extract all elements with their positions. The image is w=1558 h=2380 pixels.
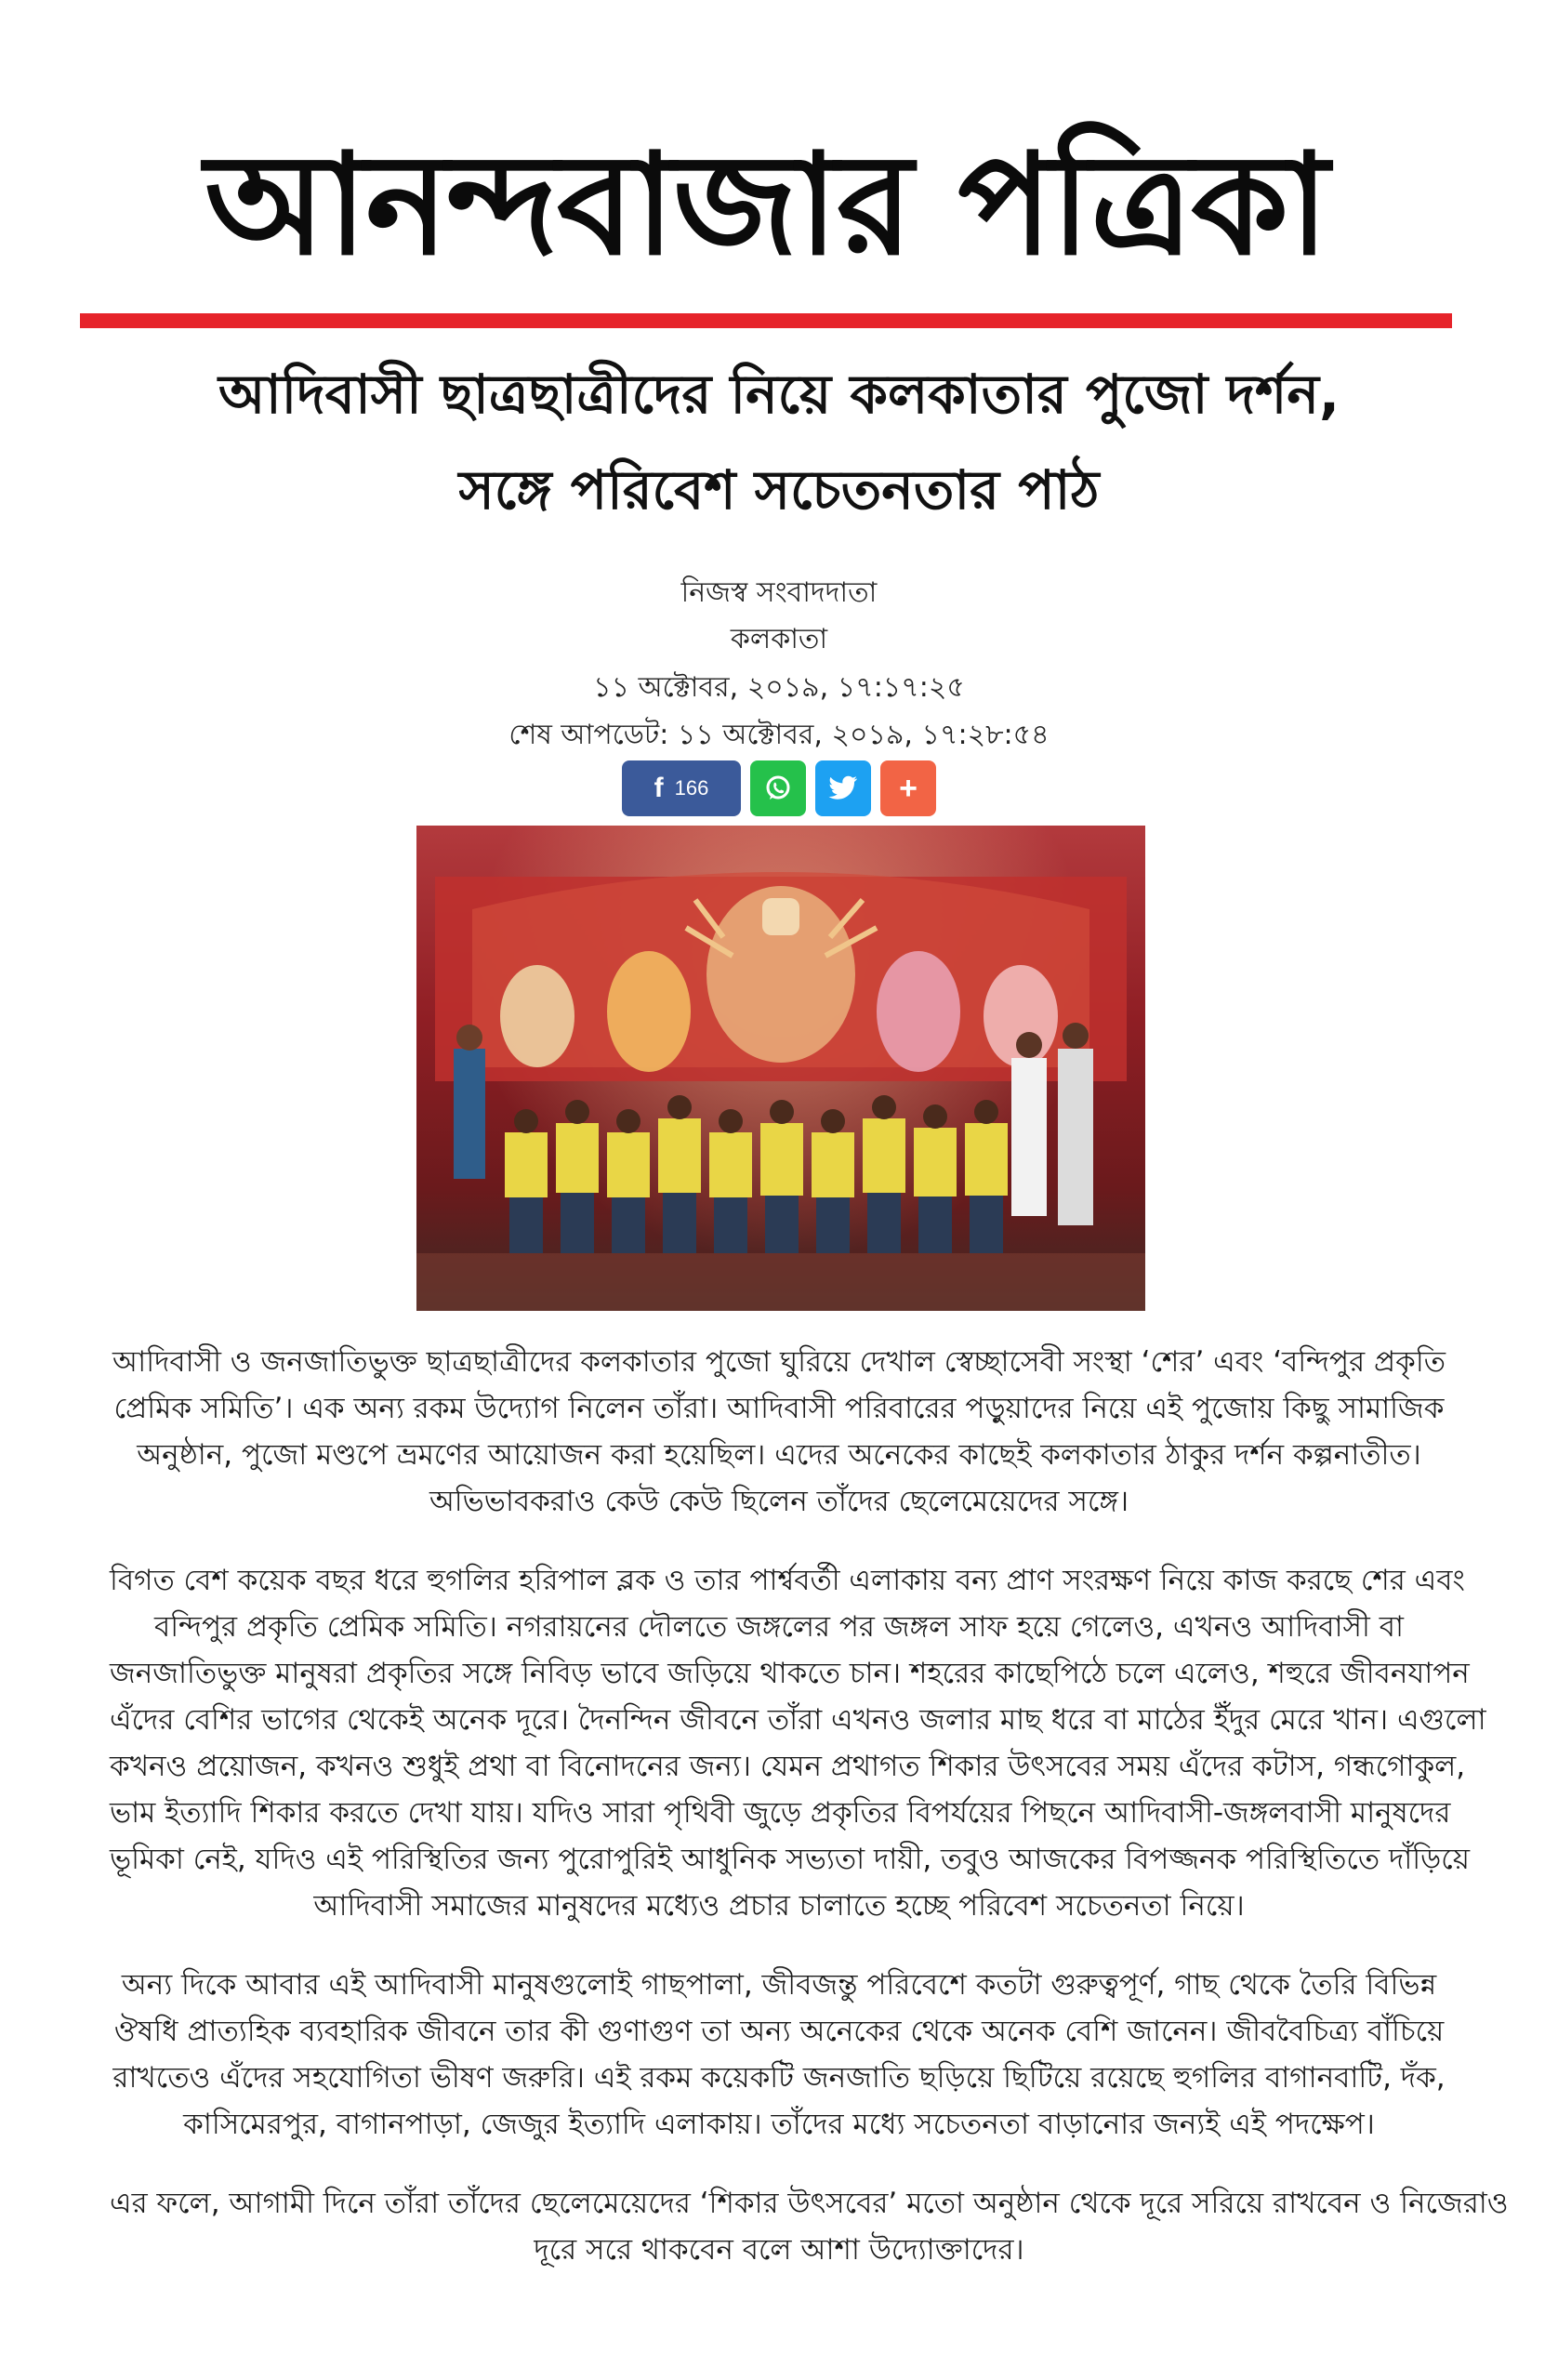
article-paragraph: আদিবাসী ও জনজাতিভুক্ত ছাত্রছাত্রীদের কলকাতার পুজো ঘুরিয়ে দেখাল স্বেচ্ছাসেবী সংস্থা ‘শের’ এবং ‘বন্দিপুর প্রকৃতি প্রেমিক সমিতি’। এক অন্য রকম উদ্যোগ নিলেন তাঁরা। আদিবাসী পরিবারের পড়ুয়াদের নিয়ে এই পুজোয় কিছু সামাজিক অনুষ্ঠান, পুজো মণ্ডপে ভ্রমণের আয়োজন করা হয়েছিল। এদের অনেকের কাছেই কলকাতার ঠাকুর দর্শন কল্পনাতীত। অভিভাবকরাও কেউ কেউ ছিলেন তাঁদের ছেলেমেয়েদের সঙ্গে। (112, 1345, 1446, 1518)
publish-date: ১১ অক্টোবর, ২০১৯, ১৭:১৭:২৫ (593, 671, 965, 704)
updated-date: শেষ আপডেট: ১১ অক্টোবর, ২০১৯, ১৭:২৮:৫৪ (508, 719, 1050, 751)
whatsapp-share-button[interactable] (750, 760, 806, 816)
plus-icon: + (899, 770, 918, 806)
article-paragraph: অন্য দিকে আবার এই আদিবাসী মানুষগুলোই গাছপালা, জীবজন্তু পরিবেশে কতটা গুরুত্বপূর্ণ, গাছ থেকে তৈরি বিভিন্ন ঔষধি প্রাত্যহিক ব্যবহারিক জীবনে তার কী গুণাগুণ তা অন্য অনেকের থেকে অনেক বেশি জানেন। জীববৈচিত্র্য বাঁচিয়ে রাখতেও এঁদের সহযোগিতা ভীষণ জরুরি। এই রকম কয়েকটি জনজাতি ছড়িয়ে ছিটিয়ে রয়েছে হুগলির বাগানবাটি, দঁক, কাসিমেরপুর, বাগানপাড়া, জেজুর ইত্যাদি এলাকায়। তাঁদের মধ্যে সচেতনতা বাড়ানোর জন্যই এই পদক্ষেপ। (112, 1968, 1446, 2141)
facebook-share-count: 166 (674, 776, 709, 800)
facebook-icon: f (654, 773, 664, 803)
article-paragraph: এর ফলে, আগামী দিনে তাঁরা তাঁদের ছেলেমেয়েদের ‘শিকার উৎসবের’ মতো অনুষ্ঠান থেকে দূরে সরিয়ে রাখবেন ও নিজেরাও দূরে সরে থাকবেন বলে আশা উদ্যোক্তাদের। (110, 2187, 1509, 2267)
facebook-share-button[interactable] (622, 760, 741, 816)
share-bar (0, 760, 1558, 816)
headline-line-1: আদিবাসী ছাত্রছাত্রীদের নিয়ে কলকাতার পুজো দর্শন, (218, 363, 1340, 426)
masthead-divider (80, 313, 1452, 328)
twitter-icon (828, 775, 858, 801)
byline-place: কলকাতা (730, 623, 828, 655)
masthead-logo: আনন্দবাজার পত্রিকা (205, 123, 1327, 286)
more-share-button[interactable] (880, 760, 936, 816)
photo-illustration (416, 826, 1145, 1311)
byline-author: নিজস্ব সংবাদদাতা (680, 576, 878, 609)
whatsapp-icon (763, 774, 793, 803)
twitter-share-button[interactable] (815, 760, 871, 816)
headline-line-2: সঙ্গে পরিবেশ সচেতনতার পাঠ (458, 458, 1100, 522)
article-paragraph: বিগত বেশ কয়েক বছর ধরে হুগলির হরিপাল ব্লক ও তার পার্শ্ববর্তী এলাকায় বন্য প্রাণ সংরক্ষণ নিয়ে কাজ করছে শের এবং বন্দিপুর প্রকৃতি প্রেমিক সমিতি। নগরায়নের দৌলতে জঙ্গলের পর জঙ্গল সাফ হয়ে গেলেও, এখনও আদিবাসী বা জনজাতিভুক্ত মানুষরা প্রকৃতির সঙ্গে নিবিড় ভাবে জড়িয়ে থাকতে চান। শহরের কাছেপিঠে চলে এলেও, শহুরে জীবনযাপন এঁদের বেশির ভাগের থেকেই অনেক দূরে। দৈনন্দিন জীবনে তাঁরা এখনও জলার মাছ ধরে বা মাঠের ইঁদুর মেরে খান। এগুলো কখনও প্রয়োজন, কখনও শুধুই প্রথা বা বিনোদনের জন্য। যেমন প্রথাগত শিকার উৎসবের সময় এঁদের কটাস, গন্ধগোকুল, ভাম ইত্যাদি শিকার করতে দেখা যায়। যদিও সারা পৃথিবী জুড়ে প্রকৃতির বিপর্যয়ের পিছনে আদিবাসী-জঙ্গলবাসী মানুষদের ভূমিকা নেই, যদিও এই পরিস্থিতির জন্য পুরোপুরিই আধুনিক সভ্যতা দায়ী, তবুও আজকের বিপজ্জনক পরিস্থিতিতে দাঁড়িয়ে আদিবাসী সমাজের মানুষদের মধ্যেও প্রচার চালাতে হচ্ছে পরিবেশ সচেতনতা নিয়ে। (110, 1564, 1486, 1923)
masthead (80, 93, 1452, 316)
article-photo (416, 826, 1145, 1311)
